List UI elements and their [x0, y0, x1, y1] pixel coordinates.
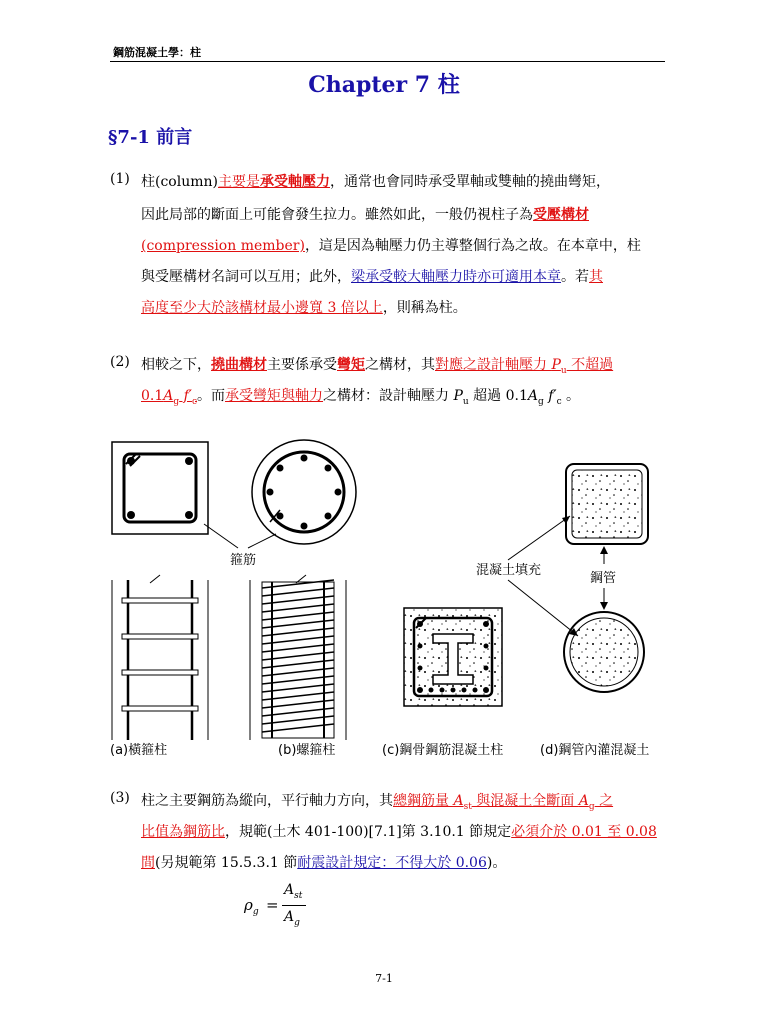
text-span: 高度至少大於該構材最小邊寬 3 倍以上 — [141, 300, 383, 316]
text-span: ，規範(土木 401-100)[7.1]第 3.10.1 節規定 — [225, 824, 512, 840]
text-span: 。 — [561, 388, 581, 404]
text-span: (另規範第 15.5.3.1 節 — [155, 855, 298, 871]
caption-d: (d)鋼管內灌混凝土 — [540, 743, 650, 758]
arrow — [248, 534, 276, 548]
cft-circular-section — [564, 612, 644, 692]
caption-b: (b)螺箍柱 — [278, 743, 336, 758]
para1-line-1 — [141, 171, 610, 191]
src-column-section — [404, 608, 502, 706]
text-span: 梁承受較大軸壓力時亦可適用本章 — [351, 269, 561, 285]
para1-line-5 — [141, 297, 467, 317]
para1-line-3 — [141, 235, 641, 255]
text-span: A — [163, 388, 174, 404]
text-span: A — [527, 388, 538, 404]
text-span: 主要是 — [217, 174, 260, 190]
tied-column-elevation — [112, 575, 208, 740]
formula-numerator — [284, 882, 302, 901]
text-span: 0.1 — [141, 388, 164, 404]
cft-square-section — [566, 464, 648, 544]
text-span: 主要係承受 — [267, 357, 337, 373]
text-span: g — [294, 917, 300, 928]
spiral-column-elevation — [250, 575, 346, 740]
section-title: §7-1 前言 — [108, 127, 193, 148]
text-span: u — [462, 396, 469, 407]
text-span: )。 — [486, 855, 507, 871]
text-span: g — [173, 396, 180, 407]
text-span: 之構材：設計軸壓力 — [323, 388, 454, 404]
caption-a: (a)橫箍柱 — [110, 743, 168, 758]
text-span: 撓曲構材 — [211, 357, 267, 373]
para1-number: (1) — [110, 171, 130, 187]
text-span: ρ — [244, 896, 253, 914]
hoop-label: 箍筋 — [230, 553, 257, 568]
text-span: 受壓構材 — [533, 207, 589, 223]
formula-lhs — [244, 896, 259, 917]
para1-line-4 — [141, 266, 603, 286]
caption-c: (c)鋼骨鋼筋混凝土柱 — [382, 743, 504, 758]
arrow — [508, 516, 570, 560]
text-span: st — [294, 890, 303, 901]
text-span: 耐震設計規定：不得大於 0.06 — [297, 855, 487, 871]
text-span: P — [551, 357, 561, 373]
text-span: g — [252, 907, 259, 917]
arrow — [204, 524, 238, 548]
ratio-phrase — [393, 793, 614, 812]
text-span: 柱之主要鋼筋為縱向，平行軸力方向，其 — [141, 793, 393, 809]
tied-column-section — [112, 442, 208, 534]
text-span: 其 — [589, 269, 603, 285]
text-span: 與混凝土全斷面 — [471, 793, 579, 809]
formula-equals: = — [266, 896, 279, 914]
text-span: 比值為鋼筋比 — [141, 824, 225, 840]
text-span: 之構材，其 — [365, 357, 435, 373]
text-span: ，則稱為柱。 — [382, 300, 467, 316]
text-span: 承受彎矩與軸力 — [225, 388, 324, 404]
para2-line-1 — [141, 354, 613, 376]
para2-line-2 — [141, 385, 580, 407]
steel-tube-label: 鋼管 — [590, 571, 617, 586]
design-load-phrase — [435, 357, 614, 376]
header-rule — [110, 61, 665, 62]
text-span: c — [556, 396, 562, 407]
text-span: 相較之下， — [141, 357, 211, 373]
para1-line-2 — [141, 204, 589, 224]
text-span: 必須介於 0.01 至 0.08 — [511, 824, 657, 840]
text-span: 超過 0.1 — [468, 388, 528, 404]
text-span: ，通常也會同時承受單軸或雙軸的撓曲彎矩， — [329, 174, 610, 190]
text-span: f′ — [179, 388, 192, 404]
text-span: 不超過 — [566, 357, 614, 373]
spiral-column-section — [252, 440, 356, 544]
text-span: 柱(column) — [141, 174, 218, 190]
reinforcement-ratio-formula — [244, 882, 314, 932]
column-types-figure — [100, 430, 700, 770]
para2-number: (2) — [110, 354, 130, 370]
page-number: 7-1 — [375, 972, 393, 985]
text-span: 承受軸壓力 — [259, 174, 330, 190]
text-span: 因此局部的斷面上可能會發生拉力。雖然如此，一般仍視柱子為 — [141, 207, 533, 223]
text-span: g — [537, 396, 544, 407]
concrete-fill-label: 混凝土填充 — [476, 563, 542, 578]
para3-line-2 — [141, 821, 657, 841]
text-span: A — [284, 882, 295, 898]
limit-expression — [141, 388, 198, 407]
text-span: ，這是因為軸壓力仍主導整個行為之故。在本章中，柱 — [304, 238, 641, 254]
text-span: g — [588, 801, 595, 812]
arrowhead — [600, 546, 608, 554]
text-span: 間 — [141, 855, 155, 871]
text-span: 。若 — [561, 269, 589, 285]
para3-number: (3) — [110, 790, 130, 806]
text-span: A — [284, 909, 295, 925]
fraction-bar — [282, 905, 306, 906]
text-span: A — [453, 793, 464, 809]
running-header: 鋼筋混凝土學：柱 — [113, 46, 201, 59]
text-span: (compression member) — [141, 238, 305, 254]
text-span: 彎矩 — [337, 357, 365, 373]
text-span: c — [191, 396, 198, 407]
chapter-title: Chapter 7 柱 — [308, 72, 460, 98]
formula-denominator — [284, 909, 300, 928]
text-span: 之 — [594, 793, 614, 809]
arrow — [508, 580, 578, 636]
text-span: u — [560, 365, 567, 376]
text-span: st — [463, 801, 472, 812]
text-span: f′ — [543, 388, 557, 404]
text-span: A — [578, 793, 589, 809]
text-span: 。而 — [197, 388, 226, 404]
text-span: 對應之設計軸壓力 — [435, 357, 552, 373]
para3-line-3 — [141, 852, 506, 872]
arrowhead — [600, 602, 608, 610]
para3-line-1 — [141, 790, 613, 812]
text-span: 與受壓構材名詞可以互用；此外， — [141, 269, 351, 285]
text-span: P — [453, 388, 463, 404]
text-span: 總鋼筋量 — [393, 793, 454, 809]
